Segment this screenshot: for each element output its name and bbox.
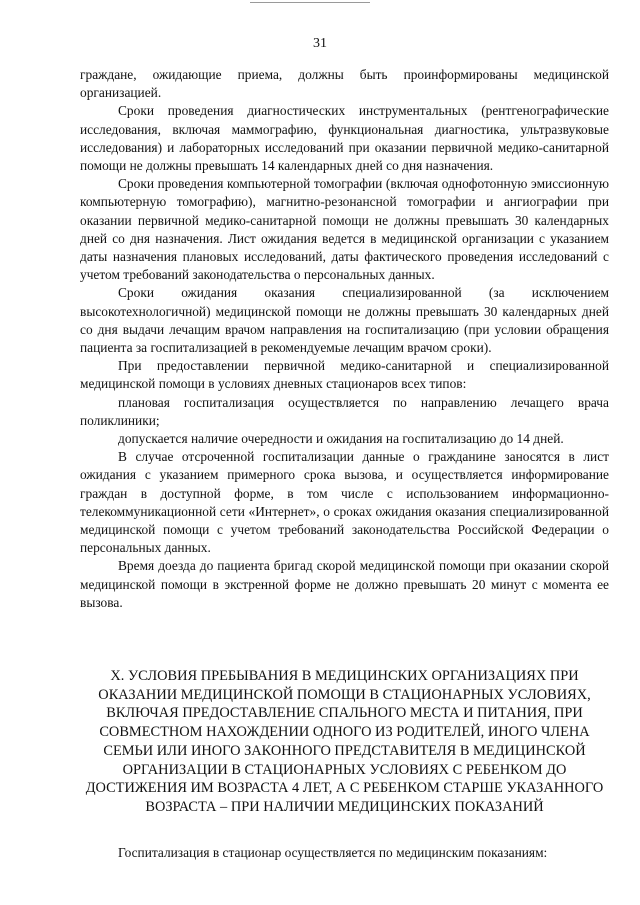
page-number: 31 [313, 36, 327, 51]
body-paragraph: При предоставлении первичной медико-санитарной и специализированной медицинской помощи в условиях дневных стационаров всех типов: [80, 358, 609, 392]
body-paragraph: плановая госпитализация осуществляется по направлению лечащего врача поликлиники; [80, 394, 609, 428]
section-heading: X. УСЛОВИЯ ПРЕБЫВАНИЯ В МЕДИЦИНСКИХ ОРГАНИЗАЦИЯХ ПРИ ОКАЗАНИИ МЕДИЦИНСКОЙ ПОМОЩИ В СТАЦИОНАРНЫХ УСЛОВИЯХ, ВКЛЮЧАЯ ПРЕДОСТАВЛЕНИЕ СПАЛЬНОГО МЕСТА И ПИТАНИЯ, ПРИ СОВМЕСТНОМ НАХОЖДЕНИИ ОДНОГО ИЗ РОДИТЕЛЕЙ, ИНОГО ЧЛЕНА СЕМЬИ ИЛИ ИНОГО ЗАКОННОГО ПРЕДСТАВИТЕЛЯ В МЕДИЦИНСКОЙ ОРГАНИЗАЦИИ В СТАЦИОНАРНЫХ УСЛОВИЯХ С РЕБЕНКОМ ДО ДОСТИЖЕНИЯ ИМ ВОЗРАСТА 4 ЛЕТ, А С РЕБЕНКОМ СТАРШЕ УКАЗАННОГО ВОЗРАСТА – ПРИ НАЛИЧИИ МЕДИЦИНСКИХ ПОКАЗАНИЙ [85, 668, 604, 815]
scan-edge-mark [250, 2, 370, 3]
body-paragraph: Сроки проведения компьютерной томографии (включая однофотонную эмиссионную компьютерную томографию), магнитно-резонансной томографии и ангиографии при оказании первичной медико-санитарной помощи не должны превышать 30 календарных дней со дня назначения. Лист ожидания ведется в медицинской организации с указанием даты назначения плановых исследований, даты фактического проведения исследований с учетом требований законодательства о персональных данных. [80, 176, 609, 283]
body-paragraph: Время доезда до пациента бригад скорой медицинской помощи при оказании скорой медицинской помощи в экстренной форме не должно превышать 20 минут с момента ее вызова. [80, 558, 609, 610]
body-paragraph: Сроки ожидания оказания специализированной (за исключением высокотехнологичной) медицинской помощи не должны превышать 30 календарных дней со дня выдачи лечащим врачом направления на госпитализацию (при условии обращения пациента за госпитализацией в рекомендуемые лечащим врачом сроки). [80, 285, 609, 356]
section-first-paragraph: Госпитализация в стационар осуществляется по медицинским показаниям: [118, 845, 548, 860]
body-paragraph: Сроки проведения диагностических инструментальных (рентгенографические исследования, включая маммографию, функциональная диагностика, ультразвуковые исследования) и лабораторных исследований при оказании первичной медико-санитарной помощи не должны превышать 14 календарных дней со дня назначения. [80, 103, 609, 174]
document-body [80, 66, 609, 612]
body-paragraph: граждане, ожидающие приема, должны быть проинформированы медицинской организацией. [80, 67, 609, 101]
body-paragraph: В случае отсроченной госпитализации данные о гражданине заносятся в лист ожидания с указанием примерного срока вызова, и осуществляется информирование граждан в доступной форме, в том числе с использованием информационно-телекоммуникационной сети «Интернет», о сроках ожидания оказания специализированной медицинской помощи с учетом требований законодательства Российской Федерации о персональных данных. [80, 449, 609, 556]
body-paragraph: допускается наличие очередности и ожидания на госпитализацию до 14 дней. [118, 431, 564, 447]
